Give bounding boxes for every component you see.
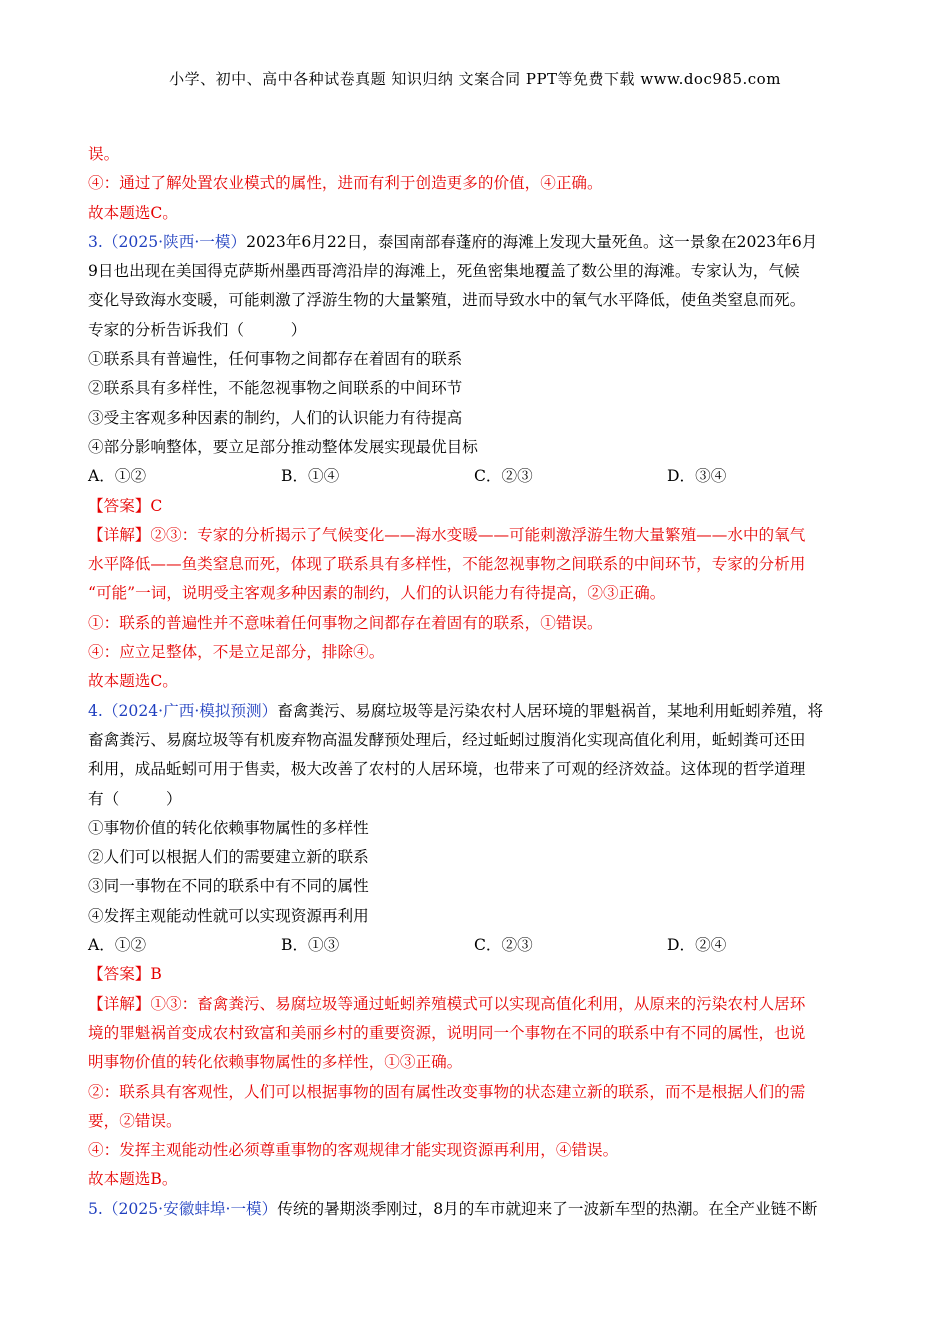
- q4-option-a: A．①②: [88, 936, 147, 955]
- q4-detail-line-5: 要，②错误。: [88, 1111, 182, 1130]
- q4-answer-label: 【答案】: [88, 965, 151, 984]
- q3-detail-line-3: “可能”一词，说明受主客观多种因素的制约，人们的认识能力有待提高，②③正确。: [88, 584, 666, 603]
- q4-detail-line-4: ②：联系具有客观性，人们可以根据事物的固有属性改变事物的状态建立新的联系，而不是根据人们的需: [88, 1082, 806, 1101]
- q3-stem-line-3: 变化导致海水变暖，可能刺激了浮游生物的大量繁殖，进而导致水中的氧气水平降低，使鱼类窒息而死。: [88, 291, 806, 310]
- q4-detail-1: ①③：畜禽粪污、易腐垃圾等通过蚯蚓养殖模式可以实现高值化利用，从原来的污染农村人居环: [150, 994, 806, 1013]
- q4-options: [88, 931, 868, 960]
- q3-option-b: B．①④: [281, 467, 340, 486]
- q3-number: 3.: [88, 232, 103, 251]
- document-body: [88, 140, 868, 1224]
- q3-answer-label: 【答案】: [88, 496, 151, 515]
- prev-line-2: ④：通过了解处置农业模式的属性，进而有利于创造更多的价值，④正确。: [88, 174, 603, 193]
- q4-stem-line-2: 畜禽粪污、易腐垃圾等有机废弃物高温发酵预处理后，经过蚯蚓过腹消化实现高值化利用，蚯蚓粪可还田: [88, 730, 806, 749]
- q3-stem-line-2: 9日也出现在美国得克萨斯州墨西哥湾沿岸的海滩上，死鱼密集地覆盖了数公里的海滩。专家认为，气候: [88, 262, 800, 281]
- q4-stem-1: 畜禽粪污、易腐垃圾等是污染农村人居环境的罪魁祸首，某地利用蚯蚓养殖，将: [277, 701, 824, 720]
- q3-option-a: A．①②: [88, 467, 147, 486]
- q4-detail-label: 【详解】: [88, 994, 151, 1013]
- q4-item-2: ②人们可以根据人们的需要建立新的联系: [88, 848, 369, 867]
- q3-detail-line-1: [88, 521, 868, 550]
- q4-number: 4.: [88, 701, 103, 720]
- q3-item-4: ④部分影响整体，要立足部分推动整体发展实现最优目标: [88, 437, 478, 456]
- q4-item-4: ④发挥主观能动性就可以实现资源再利用: [88, 906, 369, 925]
- q5-source: （2025·安徽蚌埠·一模）: [102, 1199, 278, 1218]
- q3-stem-line-1: [88, 228, 868, 257]
- q4-detail-line-1: [88, 990, 868, 1019]
- q3-detail-line-2: 水平降低——鱼类窒息而死，体现了联系具有多样性，不能忽视事物之间联系的中间环节，专家的分析用: [88, 555, 806, 574]
- q4-detail-line-2: 境的罪魁祸首变成农村致富和美丽乡村的重要资源，说明同一个事物在不同的联系中有不同的属性，也说: [88, 1023, 806, 1042]
- page-header: 小学、初中、高中各种试卷真题 知识归纳 文案合同 PPT等免费下载 www.doc985.com: [169, 70, 781, 88]
- q3-item-1: ①联系具有普遍性，任何事物之间都存在着固有的联系: [88, 350, 463, 369]
- q3-detail-1: ②③：专家的分析揭示了气候变化——海水变暖——可能刺激浮游生物大量繁殖——水中的氧气: [150, 525, 806, 544]
- q3-option-d: D．③④: [667, 467, 727, 486]
- q4-source: （2024·广西·模拟预测）: [102, 701, 278, 720]
- q3-source: （2025·陕西·一模）: [102, 232, 247, 251]
- q4-detail-line-6: ④：发挥主观能动性必须尊重事物的客观规律才能实现资源再利用，④错误。: [88, 1141, 619, 1160]
- prev-line-1: 误。: [88, 145, 120, 163]
- q4-stem-line-4: 有（ ）: [88, 789, 182, 808]
- q4-option-b: B．①③: [281, 936, 340, 955]
- q3-stem-1: 2023年6月22日，泰国南部春蓬府的海滩上发现大量死鱼。这一景象在2023年6月: [246, 232, 818, 251]
- q4-detail-line-7: 故本题选B。: [88, 1170, 178, 1189]
- q4-item-1: ①事物价值的转化依赖事物属性的多样性: [88, 818, 369, 837]
- q3-item-2: ②联系具有多样性，不能忽视事物之间联系的中间环节: [88, 379, 463, 398]
- q3-detail-label: 【详解】: [88, 525, 151, 544]
- q4-detail-line-3: 明事物价值的转化依赖事物属性的多样性，①③正确。: [88, 1053, 463, 1072]
- q3-answer-value: C: [150, 496, 163, 515]
- q4-stem-line-3: 利用，成品蚯蚓可用于售卖，极大改善了农村的人居环境，也带来了可观的经济效益。这体现的哲学道理: [88, 760, 806, 779]
- prev-line-3: 故本题选C。: [88, 203, 178, 222]
- q3-options: [88, 462, 868, 491]
- q3-detail-line-4: ①：联系的普遍性并不意味着任何事物之间都存在着固有的联系，①错误。: [88, 613, 603, 632]
- q3-answer: [88, 492, 868, 521]
- q5-stem-line-1: [88, 1195, 868, 1224]
- q4-answer: [88, 960, 868, 989]
- q4-option-d: D．②④: [667, 936, 727, 955]
- q4-answer-value: B: [150, 965, 162, 984]
- q4-item-3: ③同一事物在不同的联系中有不同的属性: [88, 877, 369, 896]
- q3-item-3: ③受主客观多种因素的制约，人们的认识能力有待提高: [88, 408, 463, 427]
- q3-detail-line-6: 故本题选C。: [88, 672, 178, 691]
- q5-number: 5.: [88, 1199, 103, 1218]
- q3-stem-line-4: 专家的分析告诉我们（ ）: [88, 320, 307, 339]
- q5-stem-1: 传统的暑期淡季刚过，8月的车市就迎来了一波新车型的热潮。在全产业链不断: [277, 1199, 818, 1218]
- q4-stem-line-1: [88, 697, 868, 726]
- q4-option-c: C．②③: [474, 936, 533, 955]
- q3-detail-line-5: ④：应立足整体，不是立足部分，排除④。: [88, 643, 385, 662]
- q3-option-c: C．②③: [474, 467, 533, 486]
